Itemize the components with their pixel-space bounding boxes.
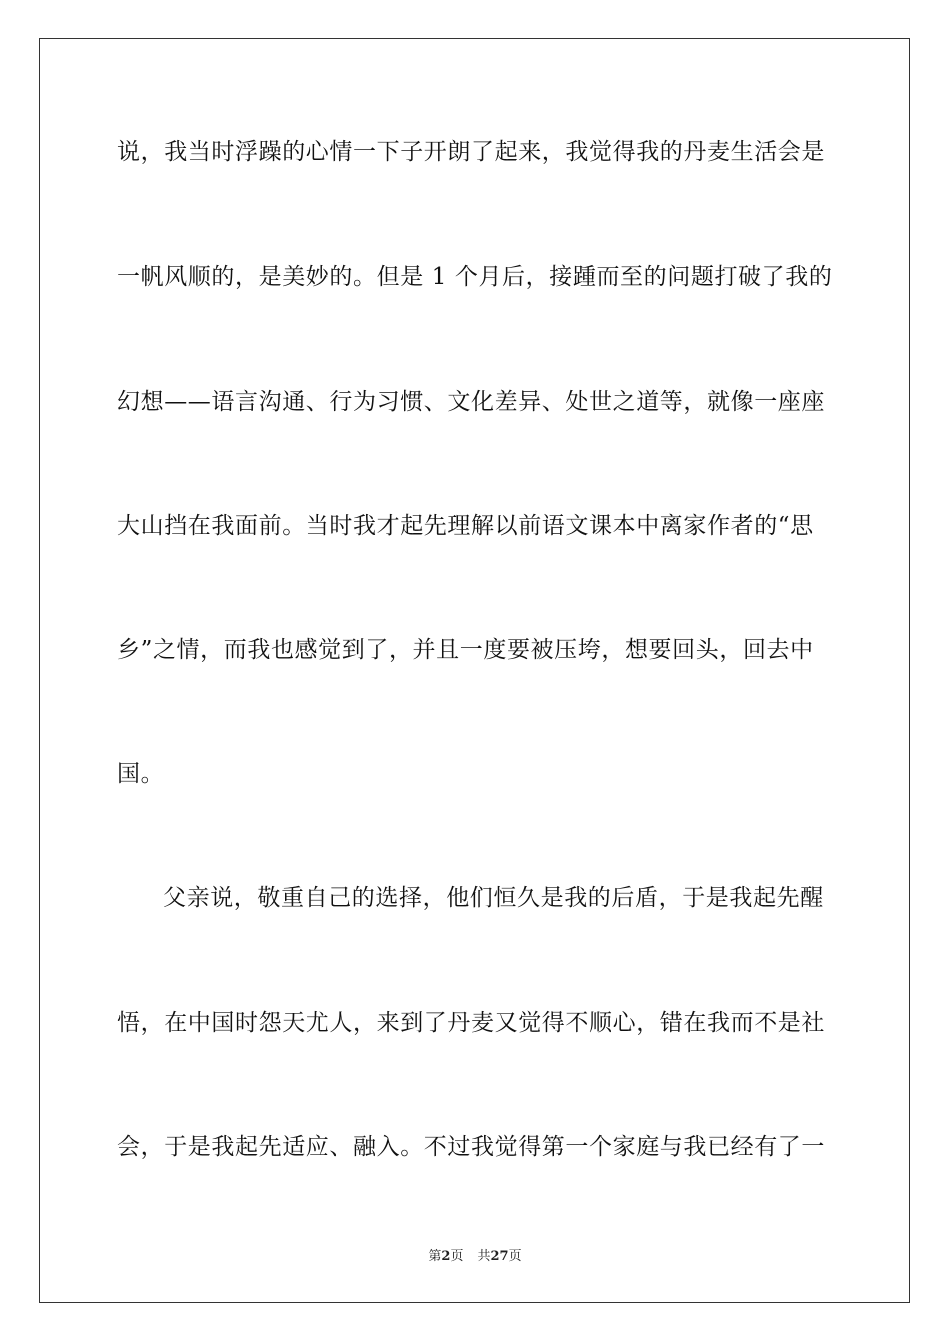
page-footer bbox=[0, 1248, 950, 1266]
body-text-line: 乡”之情，而我也感觉到了，并且一度要被压垮，想要回头，回去中 bbox=[117, 637, 814, 663]
body-text-line: 悟，在中国时怨天尤人，来到了丹麦又觉得不顺心，错在我而不是社 bbox=[117, 1010, 825, 1036]
body-text-line: 大山挡在我面前。当时我才起先理解以前语文课本中离家作者的“思 bbox=[117, 513, 814, 539]
body-text-line: 会，于是我起先适应、融入。不过我觉得第一个家庭与我已经有了一 bbox=[117, 1134, 825, 1160]
body-text-line: 说，我当时浮躁的心情一下子开朗了起来，我觉得我的丹麦生活会是 bbox=[117, 139, 825, 165]
body-text-line: 一帆风顺的，是美妙的。但是 1 个月后，接踵而至的问题打破了我的 bbox=[117, 264, 833, 290]
page-prefix: 第 bbox=[428, 1249, 442, 1264]
page-suffix: 页 bbox=[450, 1249, 464, 1264]
page-number: 2 bbox=[441, 1249, 451, 1264]
total-suffix: 页 bbox=[508, 1249, 522, 1264]
total-pages: 27 bbox=[490, 1249, 509, 1264]
body-text-line: 幻想——语言沟通、行为习惯、文化差异、处世之道等，就像一座座 bbox=[117, 389, 825, 415]
paragraph-first-line: 父亲说，敬重自己的选择，他们恒久是我的后盾，于是我起先醒 bbox=[163, 885, 824, 911]
total-prefix: 共 bbox=[477, 1249, 491, 1264]
body-text-line: 国。 bbox=[117, 761, 165, 787]
page-border bbox=[39, 38, 910, 1303]
